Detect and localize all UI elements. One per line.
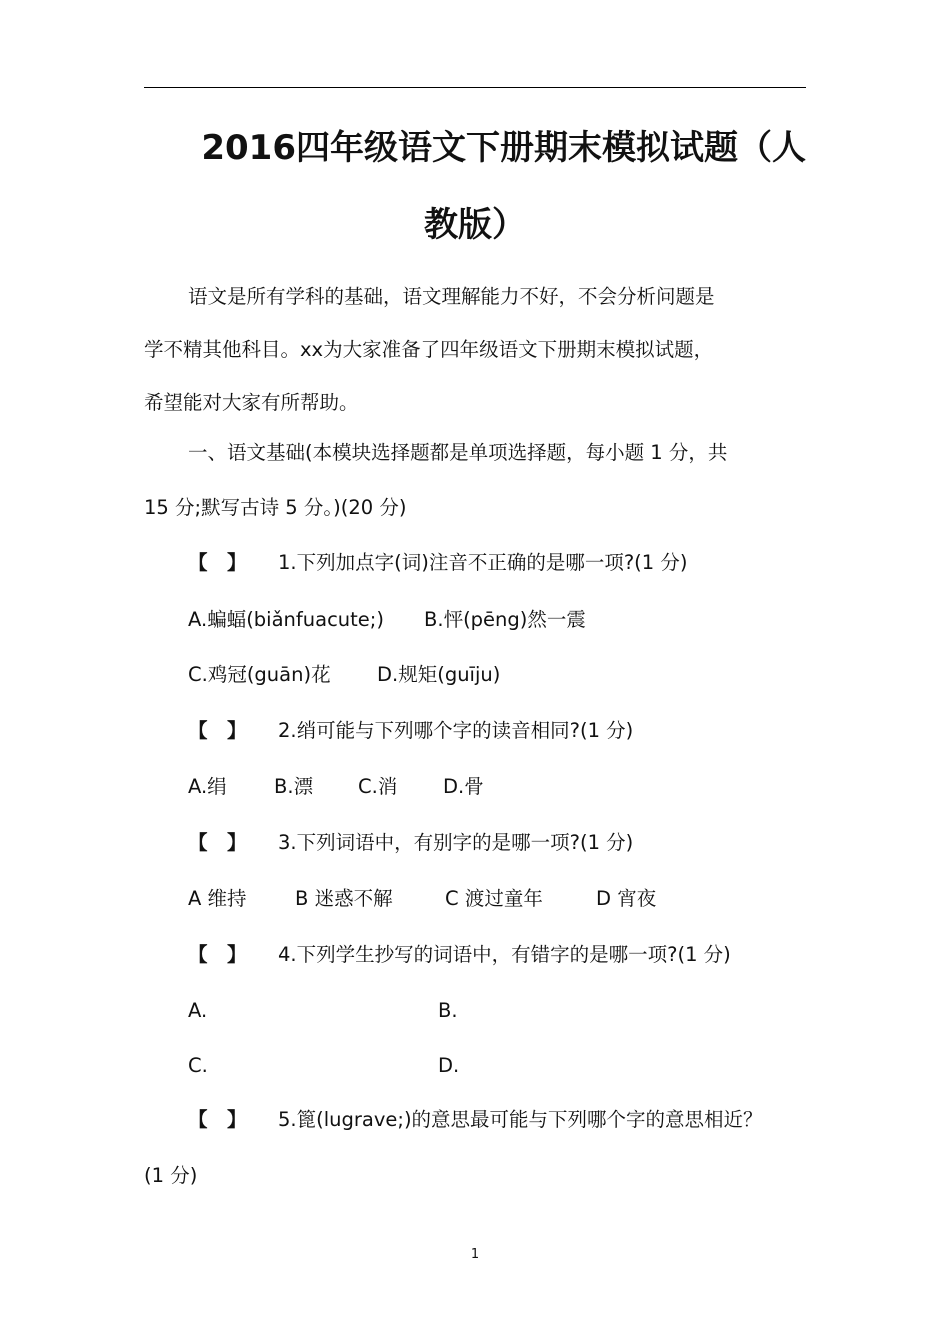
q3-option-c: C 渡过童年	[445, 887, 543, 910]
question-1-text: 1.下列加点字(词)注音不正确的是哪一项?(1 分)	[278, 551, 688, 574]
question-5	[188, 1107, 806, 1133]
question-3-text: 3.下列词语中，有别字的是哪一项?(1 分)	[278, 831, 634, 854]
q3-option-a: A 维持	[188, 887, 247, 910]
answer-bracket: 【 】	[188, 719, 247, 742]
answer-bracket: 【 】	[188, 943, 247, 966]
intro-line-2: 学不精其他科目。xx为大家准备了四年级语文下册期末模拟试题，	[144, 338, 714, 361]
question-4	[188, 942, 806, 968]
answer-bracket: 【 】	[188, 1108, 247, 1131]
question-1	[188, 550, 806, 576]
q3-option-d: D 宵夜	[596, 887, 657, 910]
page-number: 1	[470, 1247, 480, 1262]
q1-option-b: B.怦(pēng)然一震	[424, 608, 586, 631]
intro-line-3: 希望能对大家有所帮助。	[144, 391, 359, 414]
q1-option-c: C.鸡冠(guān)花	[188, 663, 331, 686]
header-rule	[144, 87, 806, 88]
q2-option-c: C.消	[358, 775, 398, 798]
section-heading-line-1: 一、语文基础(本模块选择题都是单项选择题，每小题 1 分，共	[188, 441, 728, 464]
intro-line-1: 语文是所有学科的基础，语文理解能力不好，不会分析问题是	[188, 285, 715, 308]
question-3	[188, 830, 806, 856]
q4-option-d: D.	[438, 1054, 460, 1077]
q4-option-b: B.	[438, 999, 458, 1022]
question-4-text: 4.下列学生抄写的词语中，有错字的是哪一项?(1 分)	[278, 943, 731, 966]
q3-option-b: B 迷惑不解	[295, 887, 393, 910]
section-heading-line-2: 15 分;默写古诗 5 分。)(20 分)	[144, 496, 407, 519]
question-5-text: 5.篦(lugrave;)的意思最可能与下列哪个字的意思相近？	[278, 1108, 763, 1131]
document-title-line1: 2016四年级语文下册期末模拟试题（人	[201, 128, 806, 168]
q1-option-a: A.蝙蝠(biǎnfuacute;)	[188, 608, 384, 631]
question-2-text: 2.绡可能与下列哪个字的读音相同?(1 分)	[278, 719, 634, 742]
answer-bracket: 【 】	[188, 831, 247, 854]
q2-option-a: A.绢	[188, 775, 227, 798]
answer-bracket: 【 】	[188, 551, 247, 574]
q4-option-a: A.	[188, 999, 208, 1022]
q1-option-d: D.规矩(guīju)	[377, 663, 501, 686]
question-5-points: (1 分)	[144, 1164, 198, 1187]
question-2	[188, 718, 806, 744]
q4-option-c: C.	[188, 1054, 208, 1077]
q2-option-b: B.漂	[274, 775, 314, 798]
q2-option-d: D.骨	[443, 775, 484, 798]
document-title-line2: 教版）	[424, 205, 526, 245]
